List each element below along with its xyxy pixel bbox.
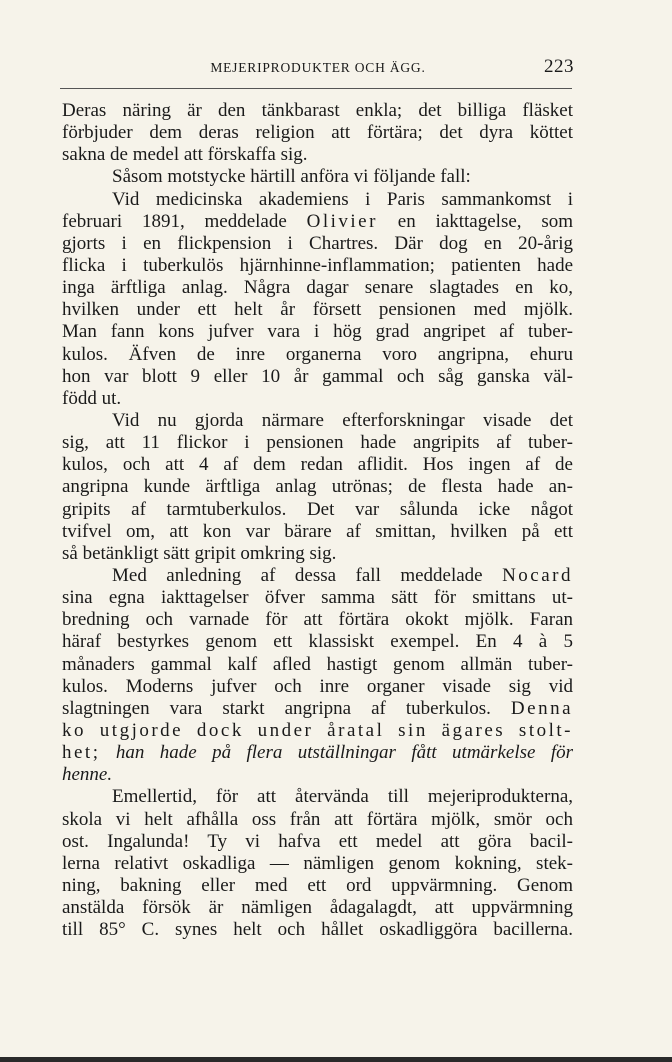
text-line: född ut.	[62, 387, 122, 409]
text-segment: februari 1891, meddelade	[62, 210, 287, 232]
paragraph-start-line: Emellertid, för att återvända till mejeriprodukterna,	[112, 786, 573, 808]
paragraph-start-line: Vid nu gjorda närmare efterforskningar visade det	[112, 409, 573, 431]
text-segment: Med anledning af dessa fall meddelade	[112, 564, 483, 586]
text-segment: en iakttagelse, som	[397, 210, 574, 232]
text-line: sig, att 11 flickor i pensionen hade angripits af tuber-	[62, 432, 573, 454]
text-line	[62, 742, 573, 764]
text-line: förbjuder dem deras religion att förtära; det dyra köttet	[62, 122, 573, 144]
text-line	[62, 211, 573, 233]
text-line: skola vi helt afhålla oss från att förtära mjölk, smör och	[62, 808, 573, 830]
text-line: bredning och varnade för att förtära okokt mjölk. Faran	[62, 609, 573, 631]
text-line: sina egna iakttagelser öfver samma sätt för smittans ut-	[62, 587, 573, 609]
scan-bottom-edge	[0, 1057, 672, 1062]
text-line: Deras näring är den tänkbarast enkla; det billiga fläsket	[62, 100, 573, 121]
emphasis-spaced: het;	[62, 742, 101, 764]
text-line: kulos. Äfven de inre organerna voro angripna, ehuru	[62, 343, 573, 365]
running-header	[62, 56, 574, 80]
text-line: hon var blott 9 eller 10 år gammal och såg ganska väl-	[62, 365, 573, 387]
page-number: 223	[544, 56, 574, 77]
text-line: anstälda försök är nämligen ådagalagdt, att uppvärmning	[62, 897, 573, 919]
body-text	[62, 100, 573, 941]
italic-text-line: henne.	[62, 764, 113, 786]
text-line: ning, bakning eller med ett ord uppvärmning. Genom	[62, 874, 573, 896]
text-line: häraf bestyrkes genom ett klassiskt exempel. En 4 à 5	[62, 631, 573, 653]
text-line: angripna kunde ärftliga anlag utrönas; de flesta hade an-	[62, 476, 573, 498]
text-line: månaders gammal kalf afled hastigt genom allmän tuber-	[62, 653, 573, 675]
text-line: Man fann kons jufver vara i hög grad angripet af tuber-	[62, 321, 573, 343]
text-line: kulos, och att 4 af dem redan aflidit. Hos ingen af de	[62, 454, 573, 476]
italic-text: han hade på flera utställningar fått utmärkelse för	[115, 742, 573, 764]
person-name-nocard: Nocard	[502, 564, 573, 586]
paragraph-start-line: Såsom motstycke härtill anföra vi följande fall:	[112, 166, 471, 188]
emphasis-spaced: Denna	[510, 697, 574, 719]
paragraph-start-line: Vid medicinska akademiens i Paris sammankomst i	[112, 188, 573, 210]
text-line: inga ärftliga anlag. Några dagar senare slagtades en ko,	[62, 277, 573, 299]
paragraph-start-line	[62, 565, 573, 587]
person-name-olivier: Olivier	[306, 210, 378, 232]
text-line: hvilken under ett helt år försett pensionen med mjölk.	[62, 299, 573, 321]
emphasis-spaced-line: ko utgjorde dock under åratal sin ägares stolt-	[62, 719, 573, 741]
text-line: gjorts i en flickpension i Chartres. Där dog en 20-årig	[62, 232, 573, 254]
text-line: kulos. Moderns jufver och inre organer visade sig vid	[62, 675, 573, 697]
header-rule	[60, 88, 572, 89]
text-segment: slagtningen vara starkt angripna af tuberkulos.	[62, 697, 491, 719]
text-line: sakna de medel att förskaffa sig.	[62, 144, 308, 166]
text-line: till 85° C. synes helt och hållet oskadliggöra bacillerna.	[62, 919, 573, 941]
text-line	[62, 698, 573, 720]
text-line: så betänkligt sätt gripit omkring sig.	[62, 542, 337, 564]
running-title: MEJERIPRODUKTER OCH ÄGG.	[210, 60, 426, 75]
text-line: lerna relativt oskadliga — nämligen genom kokning, stek-	[62, 852, 573, 874]
text-line: flicka i tuberkulös hjärnhinne-inflammation; patienten hade	[62, 254, 573, 276]
text-line: gripits af tarmtuberkulos. Det var sålunda icke något	[62, 498, 573, 520]
text-line: tvifvel om, att kon var bärare af smittan, hvilken på ett	[62, 520, 573, 542]
text-line: ost. Ingalunda! Ty vi hafva ett medel att göra bacil-	[62, 830, 573, 852]
